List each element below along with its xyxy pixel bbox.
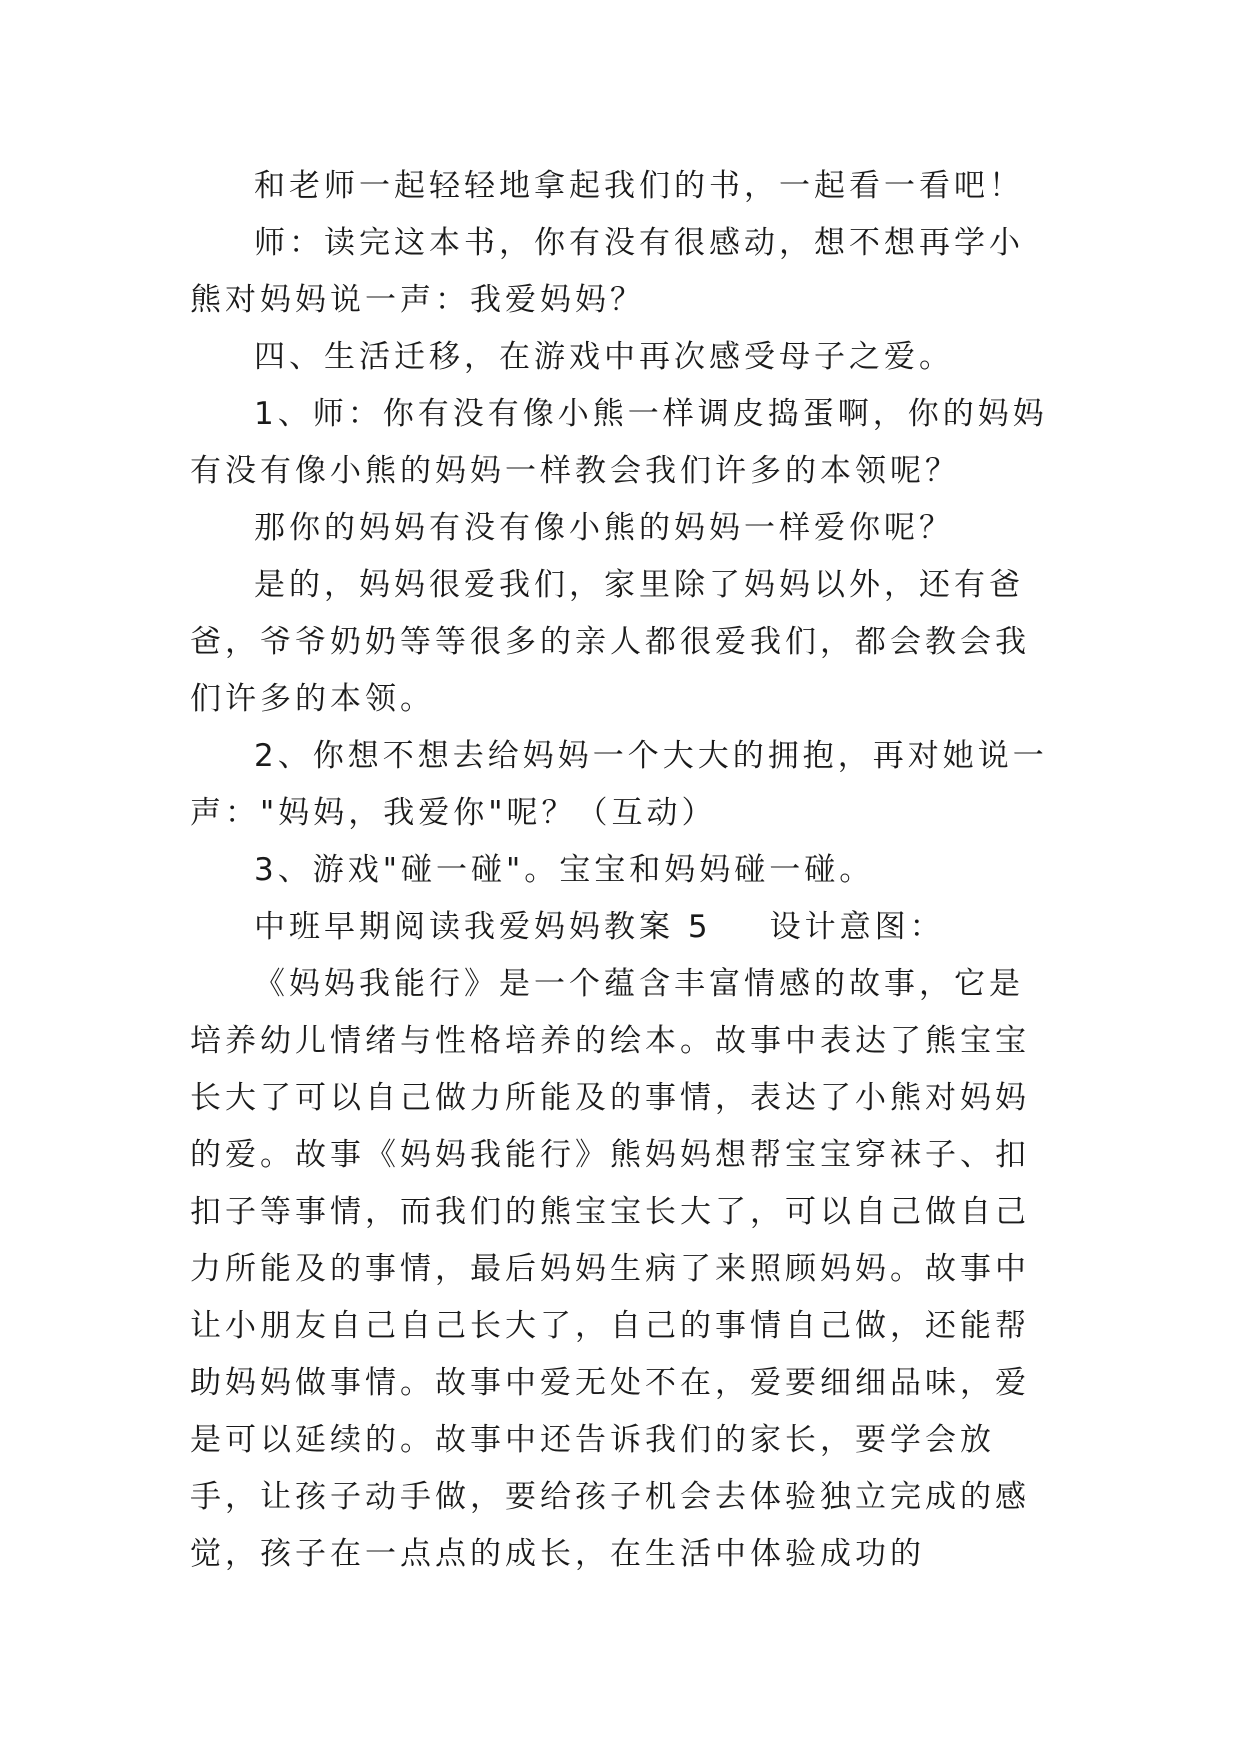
section-title: 中班早期阅读我爱妈妈教案 5 <box>254 909 712 945</box>
paragraph: 2、你想不想去给妈妈一个大大的拥抱，再对她说一声："妈妈，我爱你"呢？（互动） <box>190 738 1048 831</box>
paragraph: 1、师：你有没有像小熊一样调皮捣蛋啊，你的妈妈有没有像小熊的妈妈一样教会我们许多的本领呢？ <box>190 396 1048 489</box>
paragraph: 《妈妈我能行》是一个蕴含丰富情感的故事，它是培养幼儿情绪与性格培养的绘本。故事中表达了熊宝宝长大了可以自己做力所能及的事情，表达了小熊对妈妈的爱。故事《妈妈我能行》熊妈妈想帮宝宝穿袜子、扣扣子等事情，而我们的熊宝宝长大了，可以自己做自己力所能及的事情，最后妈妈生病了来照顾妈妈。故事中让小朋友自己自己长大了，自己的事情自己做，还能帮助妈妈做事情。故事中爱无处不在，爱要细细品味，爱是可以延续的。故事中还告诉我们的家长，要学会放手，让孩子动手做，要给孩子机会去体验独立完成的感觉，孩子在一点点的成长，在生活中体验成功的 <box>190 966 1030 1572</box>
document-body <box>190 158 1050 1583</box>
paragraph: 和老师一起轻轻地拿起我们的书，一起看一看吧！ <box>254 168 1024 204</box>
paragraph: 3、游戏"碰一碰"。宝宝和妈妈碰一碰。 <box>254 852 875 888</box>
section-heading-line <box>190 899 1050 956</box>
paragraph: 师：读完这本书，你有没有很感动，想不想再学小熊对妈妈说一声：我爱妈妈？ <box>190 225 1024 318</box>
paragraph: 是的，妈妈很爱我们，家里除了妈妈以外，还有爸爸，爷爷奶奶等等很多的亲人都很爱我们，都会教会我们许多的本领。 <box>190 567 1030 717</box>
paragraph: 四、生活迁移，在游戏中再次感受母子之爱。 <box>254 339 954 375</box>
paragraph: 那你的妈妈有没有像小熊的妈妈一样爱你呢？ <box>254 510 954 546</box>
section-label: 设计意图： <box>769 909 945 945</box>
